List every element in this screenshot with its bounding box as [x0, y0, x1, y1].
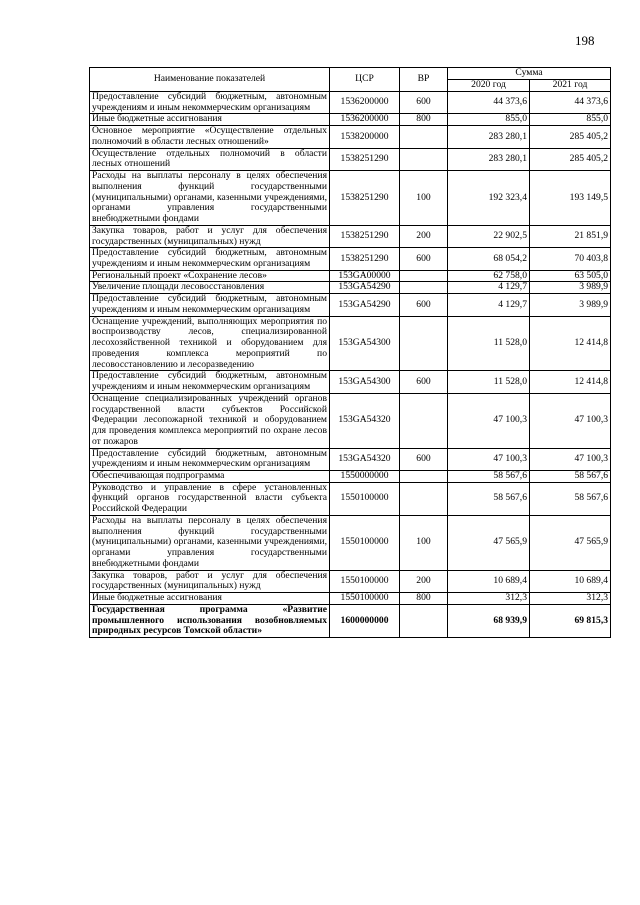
row-csr-cell: 1536200000 — [330, 92, 400, 114]
row-2020-cell: 47 565,9 — [448, 515, 530, 570]
row-csr-cell: 1550100000 — [330, 515, 400, 570]
row-2021-cell: 47 100,3 — [530, 448, 611, 470]
row-2020-cell: 283 280,1 — [448, 148, 530, 170]
row-csr-cell: 153GA54320 — [330, 448, 400, 470]
row-2020-cell: 58 567,6 — [448, 482, 530, 515]
row-csr-cell: 1538251290 — [330, 225, 400, 247]
row-2021-cell: 69 815,3 — [530, 604, 611, 637]
row-2021-cell: 12 414,8 — [530, 316, 611, 371]
row-csr-cell: 1538200000 — [330, 126, 400, 148]
row-csr-cell: 1538251290 — [330, 148, 400, 170]
row-2020-cell: 62 758,0 — [448, 270, 530, 282]
row-name-cell: Оснащение специализированных учреждений органов государственной власти субъектов Российской Федерации лесопожарной техникой и оборудованием для проведения комплекса мероприятий по охране лесов от пожаров — [90, 393, 330, 448]
table-row — [90, 270, 611, 282]
row-name-cell: Расходы на выплаты персоналу в целях обеспечения выполнения функций государственными (муниципальными) органами, казенными учреждениями, органами управления государственными внебюджетными фондами — [90, 515, 330, 570]
row-2020-cell: 283 280,1 — [448, 126, 530, 148]
row-2021-cell: 10 689,4 — [530, 570, 611, 592]
row-name-cell: Иные бюджетные ассигнования — [90, 593, 330, 605]
row-csr-cell: 153GA54290 — [330, 282, 400, 294]
row-vr-cell: 100 — [400, 171, 448, 226]
row-2021-cell: 855,0 — [530, 114, 611, 126]
row-name-cell: Предоставление субсидий бюджетным, автономным учреждениям и иным некоммерческим организациям — [90, 248, 330, 270]
row-csr-cell: 153GA00000 — [330, 270, 400, 282]
row-vr-cell: 600 — [400, 371, 448, 393]
row-csr-cell: 153GA54300 — [330, 316, 400, 371]
row-vr-cell — [400, 148, 448, 170]
row-2020-cell: 192 323,4 — [448, 171, 530, 226]
row-csr-cell: 153GA54290 — [330, 294, 400, 316]
row-csr-cell: 1600000000 — [330, 604, 400, 637]
table-row — [90, 448, 611, 470]
header-vr: ВР — [400, 68, 448, 92]
table-row — [90, 371, 611, 393]
row-name-cell: Осуществление отдельных полномочий в области лесных отношений — [90, 148, 330, 170]
table-row — [90, 604, 611, 637]
row-csr-cell: 153GA54320 — [330, 393, 400, 448]
table-row — [90, 294, 611, 316]
row-2020-cell: 11 528,0 — [448, 371, 530, 393]
row-vr-cell: 800 — [400, 593, 448, 605]
table-row — [90, 482, 611, 515]
row-vr-cell — [400, 282, 448, 294]
row-vr-cell: 200 — [400, 570, 448, 592]
row-name-cell: Оснащение учреждений, выполняющих мероприятия по воспроизводству лесов, специализированной лесохозяйственной техникой и оборудованием для проведения комплекса мероприятий по лесовосстановлению и лесоразведению — [90, 316, 330, 371]
row-2021-cell: 285 405,2 — [530, 126, 611, 148]
row-vr-cell: 600 — [400, 294, 448, 316]
row-2020-cell: 10 689,4 — [448, 570, 530, 592]
row-csr-cell: 1536200000 — [330, 114, 400, 126]
row-2020-cell: 47 100,3 — [448, 393, 530, 448]
header-sum: Сумма — [448, 68, 611, 80]
row-csr-cell: 1550100000 — [330, 482, 400, 515]
row-name-cell: Закупка товаров, работ и услуг для обеспечения государственных (муниципальных) нужд — [90, 225, 330, 247]
row-name-cell: Предоставление субсидий бюджетным, автономным учреждениям и иным некоммерческим организациям — [90, 371, 330, 393]
table-row — [90, 92, 611, 114]
header-year-2020: 2020 год — [448, 80, 530, 92]
row-2021-cell: 47 100,3 — [530, 393, 611, 448]
row-2021-cell: 47 565,9 — [530, 515, 611, 570]
row-vr-cell: 600 — [400, 92, 448, 114]
row-csr-cell: 1550000000 — [330, 470, 400, 482]
row-2020-cell: 4 129,7 — [448, 282, 530, 294]
row-vr-cell — [400, 270, 448, 282]
row-name-cell: Руководство и управление в сфере установленных функций органов государственной власти субъекта Российской Федерации — [90, 482, 330, 515]
table-row — [90, 148, 611, 170]
row-name-cell: Региональный проект «Сохранение лесов» — [90, 270, 330, 282]
row-vr-cell: 800 — [400, 114, 448, 126]
row-name-cell: Предоставление субсидий бюджетным, автономным учреждениям и иным некоммерческим организациям — [90, 92, 330, 114]
row-2020-cell: 44 373,6 — [448, 92, 530, 114]
row-name-cell: Государственная программа «Развитие промышленного использования возобновляемых природных ресурсов Томской области» — [90, 604, 330, 637]
page-number: 198 — [575, 33, 595, 48]
row-2020-cell: 855,0 — [448, 114, 530, 126]
row-name-cell: Предоставление субсидий бюджетным, автономным учреждениям и иным некоммерческим организациям — [90, 294, 330, 316]
row-vr-cell: 100 — [400, 515, 448, 570]
header-csr: ЦСР — [330, 68, 400, 92]
row-2020-cell: 22 902,5 — [448, 225, 530, 247]
row-2020-cell: 4 129,7 — [448, 294, 530, 316]
row-2021-cell: 63 505,0 — [530, 270, 611, 282]
row-2021-cell: 193 149,5 — [530, 171, 611, 226]
row-2020-cell: 68 939,9 — [448, 604, 530, 637]
table-row — [90, 225, 611, 247]
table-row — [90, 282, 611, 294]
row-vr-cell — [400, 482, 448, 515]
table-header — [90, 68, 611, 92]
row-2021-cell: 44 373,6 — [530, 92, 611, 114]
table-row — [90, 316, 611, 371]
table-row — [90, 171, 611, 226]
row-name-cell: Увеличение площади лесовосстановления — [90, 282, 330, 294]
row-vr-cell — [400, 316, 448, 371]
row-2020-cell: 58 567,6 — [448, 470, 530, 482]
table-row — [90, 515, 611, 570]
row-vr-cell: 600 — [400, 448, 448, 470]
row-vr-cell: 600 — [400, 248, 448, 270]
header-year-2021: 2021 год — [530, 80, 611, 92]
header-name: Наименование показателей — [90, 68, 330, 92]
row-name-cell: Иные бюджетные ассигнования — [90, 114, 330, 126]
row-2021-cell: 3 989,9 — [530, 294, 611, 316]
row-name-cell: Закупка товаров, работ и услуг для обеспечения государственных (муниципальных) нужд — [90, 570, 330, 592]
table-row — [90, 593, 611, 605]
row-2020-cell: 11 528,0 — [448, 316, 530, 371]
table-body — [90, 92, 611, 638]
budget-table — [89, 67, 611, 638]
row-2021-cell: 70 403,8 — [530, 248, 611, 270]
table-row — [90, 248, 611, 270]
row-2021-cell: 12 414,8 — [530, 371, 611, 393]
table-row — [90, 114, 611, 126]
row-2021-cell: 285 405,2 — [530, 148, 611, 170]
row-2021-cell: 21 851,9 — [530, 225, 611, 247]
row-name-cell: Основное мероприятие «Осуществление отдельных полномочий в области лесных отношений» — [90, 126, 330, 148]
row-name-cell: Расходы на выплаты персоналу в целях обеспечения выполнения функций государственными (муниципальными) органами, казенными учреждениями, органами управления государственными внебюджетными фондами — [90, 171, 330, 226]
row-2020-cell: 68 054,2 — [448, 248, 530, 270]
table-row — [90, 570, 611, 592]
row-csr-cell: 1538251290 — [330, 248, 400, 270]
row-2020-cell: 312,3 — [448, 593, 530, 605]
row-csr-cell: 1550100000 — [330, 570, 400, 592]
row-name-cell: Предоставление субсидий бюджетным, автономным учреждениям и иным некоммерческим организациям — [90, 448, 330, 470]
row-2021-cell: 58 567,6 — [530, 482, 611, 515]
row-vr-cell: 200 — [400, 225, 448, 247]
table-row — [90, 126, 611, 148]
row-csr-cell: 153GA54300 — [330, 371, 400, 393]
row-2021-cell: 312,3 — [530, 593, 611, 605]
row-2020-cell: 47 100,3 — [448, 448, 530, 470]
row-2021-cell: 58 567,6 — [530, 470, 611, 482]
row-vr-cell — [400, 393, 448, 448]
row-vr-cell — [400, 470, 448, 482]
row-vr-cell — [400, 604, 448, 637]
row-csr-cell: 1550100000 — [330, 593, 400, 605]
table-row — [90, 470, 611, 482]
row-csr-cell: 1538251290 — [330, 171, 400, 226]
table-row — [90, 393, 611, 448]
row-vr-cell — [400, 126, 448, 148]
row-name-cell: Обеспечивающая подпрограмма — [90, 470, 330, 482]
row-2021-cell: 3 989,9 — [530, 282, 611, 294]
